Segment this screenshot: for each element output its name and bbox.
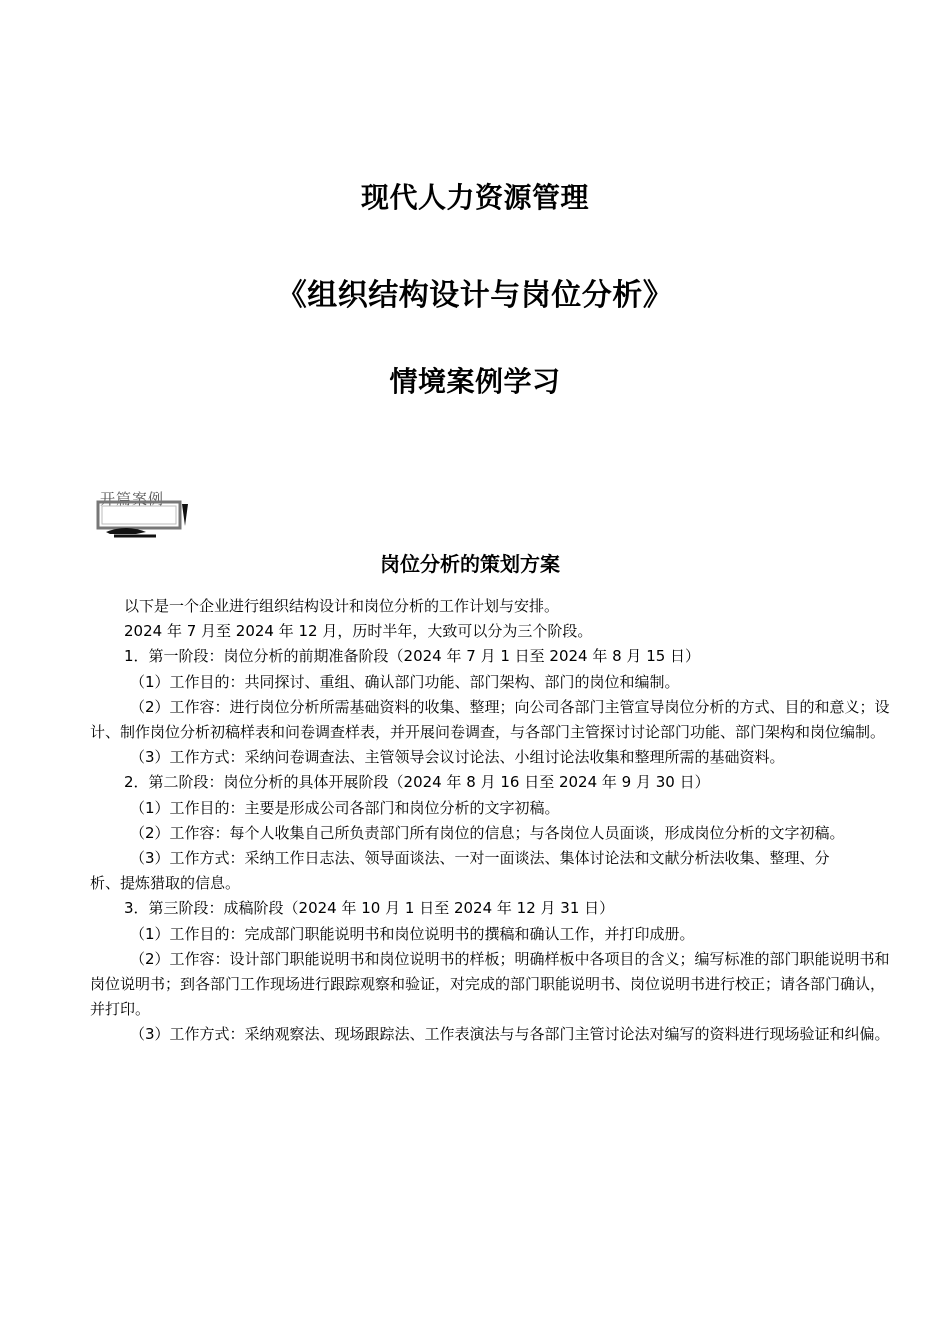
paragraph: （3）工作方式：采纳工作日志法、领导面谈法、一对一面谈法、集体讨论法和文献分析法收集、整理、分 xyxy=(130,849,830,868)
document-title: 现代人力资源管理 xyxy=(360,181,589,214)
paragraph: （3）工作方式：采纳观察法、现场跟踪法、工作表演法与与各部门主管讨论法对编写的资料进行现场验证和纠偏。 xyxy=(130,1025,890,1044)
paragraph: 2．第二阶段：岗位分析的具体开展阶段（2024 年 8 月 16 日至 2024 年 9 月 30 日） xyxy=(124,773,710,792)
document-subtitle: 《组织结构设计与岗位分析》 xyxy=(276,278,674,313)
paragraph: 3．第三阶段：成稿阶段（2024 年 10 月 1 日至 2024 年 12 月 31 日） xyxy=(124,899,615,918)
paragraph: （2）工作容：每个人收集自己所负责部门所有岗位的信息；与各岗位人员面谈，形成岗位分析的文字初稿。 xyxy=(130,823,845,842)
case-title: 岗位分析的策划方案 xyxy=(380,552,560,576)
paragraph: 1．第一阶段：岗位分析的前期准备阶段（2024 年 7 月 1 日至 2024 年 8 月 15 日） xyxy=(124,647,701,666)
paragraph: （2）工作容：进行岗位分析所需基础资料的收集、整理；向公司各部门主管宣导岗位分析的方式、目的和意义；设计、制作岗位分析初稿样表和问卷调查样表，并开展问卷调查，与各部门主管探讨讨论部门功能、部门架构和岗位编制。 xyxy=(90,697,890,742)
paragraph: （1）工作目的：主要是形成公司各部门和岗位分析的文字初稿。 xyxy=(130,798,560,817)
paragraph: （1）工作目的：共同探讨、重组、确认部门功能、部门架构、部门的岗位和编制。 xyxy=(130,672,680,691)
badge-frame-icon xyxy=(96,486,196,542)
paragraph: 2024 年 7 月至 2024 年 12 月，历时半年，大致可以分为三个阶段。 xyxy=(124,622,593,641)
paragraph: （2）工作容：设计部门职能说明书和岗位说明书的样板；明确样板中各项目的含义；编写标准的部门职能说明书和岗位说明书；到各部门工作现场进行跟踪观察和验证，对完成的部门职能说明书、岗位说明书进行校正；请各部门确认，并打印。 xyxy=(90,949,890,1019)
paragraph: 以下是一个企业进行组织结构设计和岗位分析的工作计划与安排。 xyxy=(124,597,560,615)
paragraph: 析、提炼猎取的信息。 xyxy=(90,874,241,893)
document-section-heading: 情境案例学习 xyxy=(389,365,561,398)
paragraph: （1）工作目的：完成部门职能说明书和岗位说明书的撰稿和确认工作，并打印成册。 xyxy=(130,924,695,943)
case-body xyxy=(90,594,890,1048)
badge-label: 开篇案例 xyxy=(100,490,165,508)
opening-case-badge xyxy=(96,486,188,530)
paragraph: （3）工作方式：采纳问卷调查法、主管领导会议讨论法、小组讨论法收集和整理所需的基础资料。 xyxy=(130,748,785,767)
